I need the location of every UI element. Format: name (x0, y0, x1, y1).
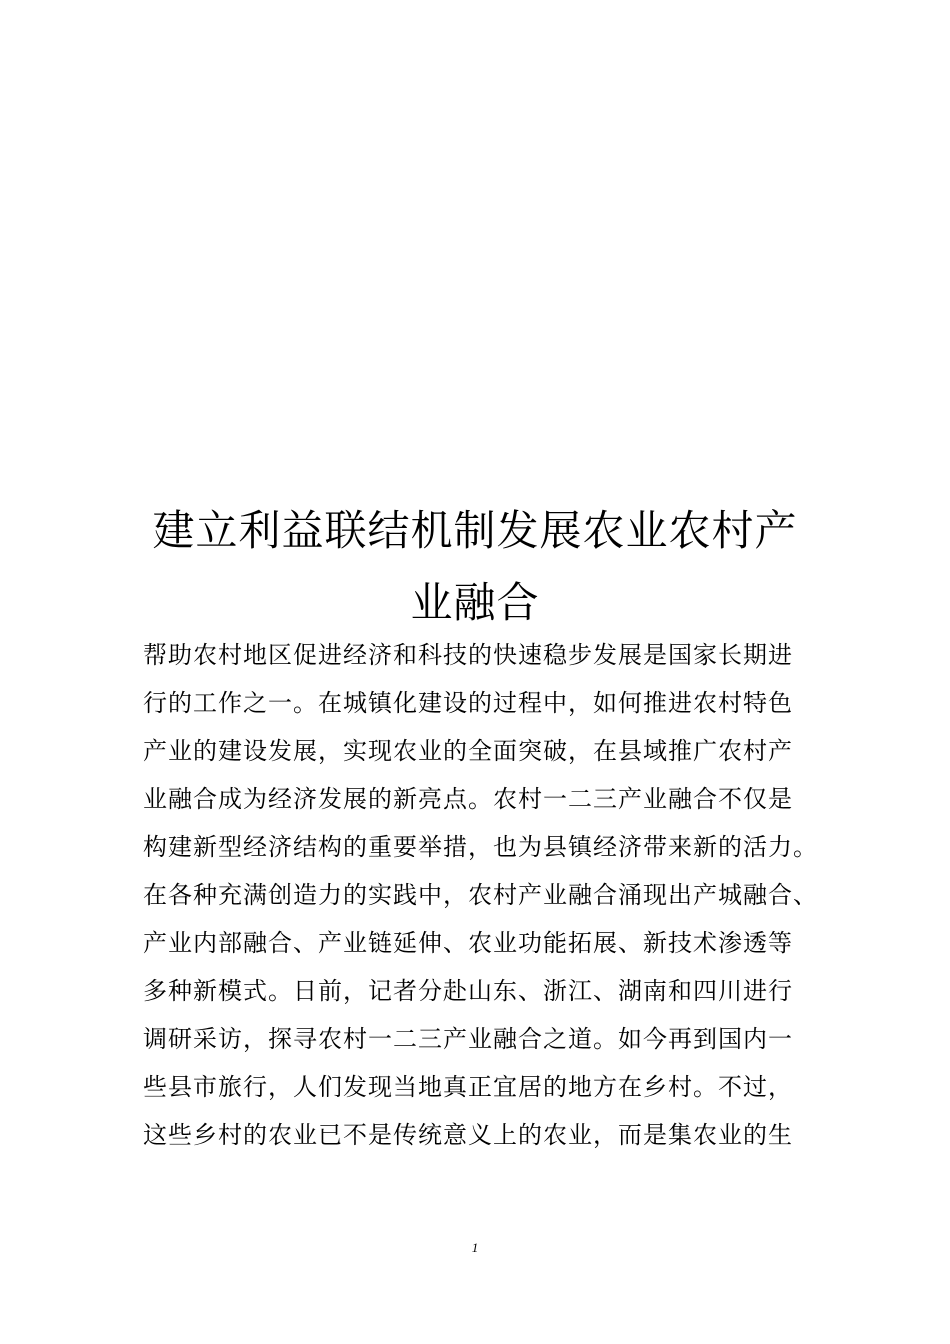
document-title-line-1: 建立利益联结机制发展农业农村产 (152, 506, 798, 555)
document-title-line-2: 业融合 (410, 578, 540, 627)
body-text-line: 帮助农村地区促进经济和科技的快速稳步发展是国家长期进 (143, 641, 793, 669)
body-text-line: 在各种充满创造力的实践中，农村产业融合涌现出产城融合、 (143, 881, 818, 909)
body-text-line: 业融合成为经济发展的新亮点。农村一二三产业融合不仅是 (143, 785, 793, 813)
body-text-line: 产业的建设发展，实现农业的全面突破，在县域推广农村产 (143, 737, 793, 765)
page-number: 1 (471, 1240, 479, 1255)
body-text-line: 些县市旅行，人们发现当地真正宜居的地方在乡村。不过， (143, 1073, 793, 1101)
body-text-line: 产业内部融合、产业链延伸、农业功能拓展、新技术渗透等 (143, 929, 793, 957)
body-text-line: 构建新型经济结构的重要举措，也为县镇经济带来新的活力。 (143, 833, 818, 861)
body-text-line: 这些乡村的农业已不是传统意义上的农业，而是集农业的生 (143, 1121, 793, 1149)
body-text-line: 多种新模式。日前，记者分赴山东、浙江、湖南和四川进行 (143, 977, 793, 1005)
body-text-line: 调研采访，探寻农村一二三产业融合之道。如今再到国内一 (143, 1025, 793, 1053)
body-text-line: 行的工作之一。在城镇化建设的过程中，如何推进农村特色 (143, 689, 793, 717)
